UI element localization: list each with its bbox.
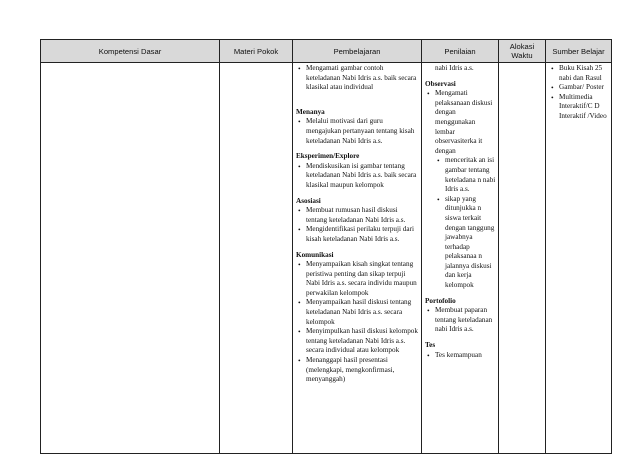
header-pembelajaran: Pembelajaran xyxy=(293,40,422,63)
penilaian-top-text: nabi Idris a.s. xyxy=(435,64,474,72)
cell-sumber-belajar xyxy=(546,63,612,454)
list-item: • sikap yang ditunjukka n siswa terkait dengan tanggung jawabnya terhadap pelaksanaa n jalannya diskusi dan kerja kelompok xyxy=(435,195,496,291)
section-heading-portofolio: Portofolio xyxy=(425,296,456,305)
list-item: • Menyampaikan hasil diskusi tentang keteladanan Nabi Idris a.s. secara kelompok xyxy=(296,298,419,327)
cell-kompetensi-dasar xyxy=(41,63,220,454)
list-item xyxy=(425,89,496,290)
content-row xyxy=(41,63,612,454)
section-heading-eksperimen: Eksperimen/Explore xyxy=(296,152,360,161)
observasi-item-text: Mengamati pelaksanaan diskusi dengan menggunakan lembar observasiterka it dengan xyxy=(435,89,493,155)
section-heading-menanya: Menanya xyxy=(296,107,325,116)
list-item: • Melalui motivasi dari guru mengajukan pertanyaan tentang kisah keteladanan Nabi Idris a.s. xyxy=(296,117,419,146)
portofolio-list xyxy=(425,306,496,335)
tes-list xyxy=(425,351,496,361)
menanya-list xyxy=(296,117,419,146)
list-item: • Buku Kisah 25 nabi dan Rasul xyxy=(549,64,609,83)
header-materi-pokok: Materi Pokok xyxy=(220,40,293,63)
mengamati-list xyxy=(296,64,419,93)
list-item: • Membuat paparan tentang keteladanan nabi Idris a.s. xyxy=(425,306,496,335)
lesson-plan-table xyxy=(40,39,612,454)
header-row xyxy=(41,40,612,63)
komunikasi-list xyxy=(296,260,419,385)
observasi-sublist xyxy=(435,156,496,290)
list-item: • Menyampaikan kisah singkat tentang peristiwa penting dan sikap terpuji Nabi Idris a.s. secara individu maupun perwakilan kelompok xyxy=(296,260,419,298)
list-item: • Membuat rumusan hasil diskusi tentang keteladanan Nabi Idris a.s. xyxy=(296,206,419,225)
cell-materi-pokok xyxy=(220,63,293,454)
section-heading-asosiasi: Asosiasi xyxy=(296,196,321,205)
list-item: • Mendiskusikan isi gambar tentang keteladanan Nabi Idris a.s. baik secara klasikal maupun kelompok xyxy=(296,162,419,191)
header-penilaian: Penilaian xyxy=(422,40,499,63)
asosiasi-list xyxy=(296,206,419,244)
list-item: • Mengidentifikasi perilaku terpuji dari kisah keteladanan Nabi Idris a.s. xyxy=(296,225,419,244)
section-heading-observasi: Observasi xyxy=(425,79,456,88)
list-item: • Multimedia Interaktif/C D Interaktif /Video xyxy=(549,93,609,122)
header-alokasi-waktu: Alokasi Waktu xyxy=(499,40,546,63)
list-item: • Menyimpulkan hasil diskusi kelompok tentang keteladanan Nabi Idris a.s. secara individual atau kelompok xyxy=(296,327,419,356)
list-item: • Menanggapi hasil presentasi (melengkapi, mengkonfirmasi, menyanggah) xyxy=(296,356,419,385)
list-item: • Gambar/ Poster xyxy=(549,83,609,93)
list-item: • Mengamati gambar contoh keteladanan Nabi Idris a.s. baik secara klasikal atau individual xyxy=(296,64,419,93)
cell-alokasi-waktu xyxy=(499,63,546,454)
cell-pembelajaran xyxy=(293,63,422,454)
section-heading-tes: Tes xyxy=(425,341,436,350)
eksperimen-list xyxy=(296,162,419,191)
observasi-list xyxy=(425,89,496,290)
sumber-list xyxy=(549,64,609,122)
list-item: • Tes kemampuan xyxy=(425,351,496,361)
header-sumber-belajar: Sumber Belajar xyxy=(546,40,612,63)
section-heading-komunikasi: Komunikasi xyxy=(296,250,334,259)
header-kompetensi-dasar: Kompetensi Dasar xyxy=(41,40,220,63)
cell-penilaian xyxy=(422,63,499,454)
list-item: • menceritak an isi gambar tentang keteladana n nabi Idris a.s. xyxy=(435,156,496,194)
